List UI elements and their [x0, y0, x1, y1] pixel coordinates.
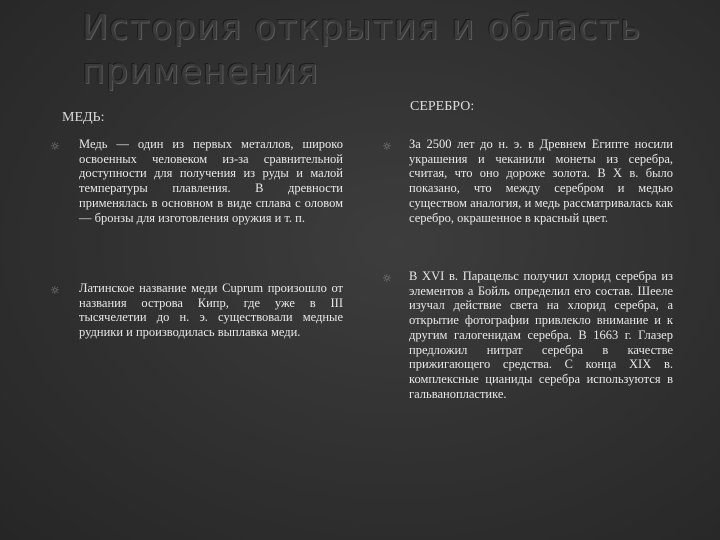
sun-bullet-icon: ☼	[50, 140, 60, 153]
silver-paragraph-2: В XVI в. Парацельс получил хлорид серебра из элементов а Бойль определил его состав. Шееле изучал действие света на хлорид серебра, а открытие фотографии привлекло внимание и к другим галогенидам серебра. В 1663 г. Глазер предложил нитрат серебра в качестве прижигающего средства. С конца XIX в. комплексные цианиды серебра используются в гальванопластике.	[409, 269, 673, 401]
sun-bullet-icon: ☼	[382, 272, 392, 285]
column-heading-silver: СЕРЕБРО:	[410, 99, 475, 114]
copper-paragraph-1: Медь — один из первых металлов, широко освоенных человеком из-за сравнительной доступности для получения из руды и малой температуры плавления. В древности применялась в основном в виде сплава с оловом — бронзы для изготовления оружия и т. п.	[79, 137, 343, 225]
silver-paragraph-1: За 2500 лет до н. э. в Древнем Египте носили украшения и чеканили монеты из серебра, считая, что оно дороже золота. В X в. было показано, что между серебром и медью существом аналогия, и медь рассматривалась как серебро, окрашенное в красный цвет.	[409, 137, 673, 225]
sun-bullet-icon: ☼	[50, 284, 60, 297]
column-heading-copper: МЕДЬ:	[62, 110, 105, 125]
copper-paragraph-2: Латинское название меди Cuprum произошло от названия острова Кипр, где уже в III тысячелетии до н. э. существовали медные рудники и производилась выплавка меди.	[79, 281, 343, 340]
sun-bullet-icon: ☼	[382, 140, 392, 153]
slide-title: История открытия и область применения	[82, 8, 642, 92]
